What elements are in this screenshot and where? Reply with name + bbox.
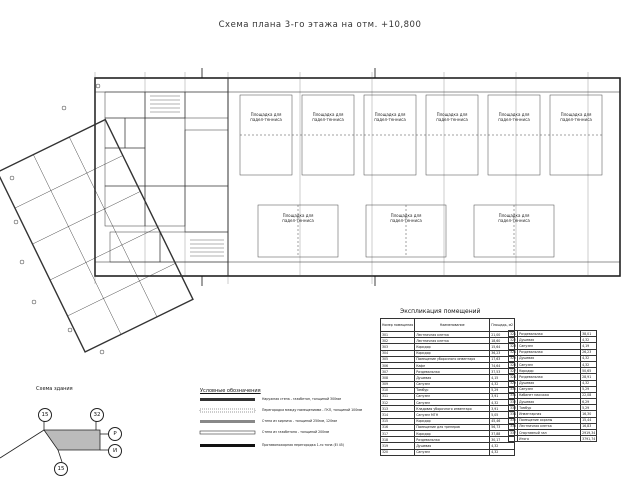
table-cell: 74,64 (490, 362, 515, 368)
table-cell: 318 (381, 437, 415, 443)
table-cell: Санузел (415, 393, 490, 399)
rotated-wing (0, 120, 193, 352)
table-cell: 38,01 (581, 331, 597, 337)
table-cell: 311 (381, 393, 415, 399)
axis-bubble: И (108, 444, 122, 458)
table-cell: 4,32 (490, 400, 515, 406)
table-cell: 316 (381, 424, 415, 430)
table-cell: 3791,74 (582, 436, 596, 441)
table-cell: Санузел (518, 343, 581, 349)
court-label: Площадка для падел-тенниса (436, 112, 468, 122)
table-cell: 15,64 (490, 344, 515, 350)
axis-bubble: Р (108, 427, 122, 441)
table-cell: 26,23 (581, 349, 597, 355)
axis-bubble: 32 (90, 408, 104, 422)
table-cell: 314 (381, 412, 415, 418)
table-cell: 22,08 (581, 392, 597, 398)
table-cell: 306 (381, 362, 415, 368)
table-cell: Санузел (415, 449, 490, 455)
explication-table-left (380, 318, 515, 456)
table-cell: 336 (510, 424, 517, 429)
table-cell: 302 (381, 338, 415, 344)
table-cell: Раздевальная (415, 369, 490, 375)
table-cell: Лестничная клетка (415, 332, 490, 338)
schema-title: Схема здания (36, 386, 73, 392)
column-header: Площадь, м2 (490, 319, 515, 332)
court-label: Площадка для падел-тенниса (498, 112, 530, 122)
table-cell: Душевая (415, 443, 490, 449)
table-cell: Санузел (518, 361, 581, 367)
table-cell: Коридор (415, 350, 490, 356)
table-cell: 4,32 (581, 361, 597, 367)
table-cell: 56,73 (490, 424, 515, 430)
table-cell: 4,19 (581, 343, 597, 349)
courts-top (240, 95, 602, 175)
table-cell: 4,15 (490, 375, 515, 381)
table-cell: 45,46 (490, 418, 515, 424)
table-cell: 321 (510, 331, 517, 336)
table-cell: 4,32 (490, 443, 515, 449)
building-outline (95, 78, 620, 276)
column-header: Наименование (415, 319, 490, 332)
table-cell: 4,32 (581, 380, 597, 386)
table-cell: 36,23 (490, 350, 515, 356)
court-label: Площадка для падел-тенниса (250, 112, 282, 122)
table-cell: 30,17 (490, 437, 515, 443)
table-cell: 324 (510, 350, 517, 355)
table-cell: 5,05 (490, 412, 515, 418)
legend-row: Перегородка между помещениями - ГКЛ, толщиной 100мм (262, 408, 363, 412)
table-cell: 323 (510, 343, 517, 348)
table-cell: 307 (381, 369, 415, 375)
table-cell: 16,83 (581, 423, 597, 429)
table-cell: 21,00 (490, 332, 515, 338)
court-label: Площадка для падел-тенниса (374, 112, 406, 122)
axis-ticks (10, 84, 104, 354)
explication-title: Экспликация помещений (400, 308, 481, 315)
table-cell: Душевая (415, 375, 490, 381)
table-cell: 326 (510, 362, 517, 367)
legend-swatches (200, 398, 255, 447)
table-cell: 308 (381, 375, 415, 381)
table-cell: 2919,34 (582, 430, 596, 435)
table-cell: Помещение для тренеров (415, 424, 490, 430)
table-cell: 3,91 (490, 406, 515, 412)
table-cell: 305 (381, 356, 415, 362)
table-cell: Инвентарная (518, 411, 581, 417)
table-cell: Раздевальная (415, 437, 490, 443)
table-cell: 334 (510, 412, 517, 417)
rooms-block (105, 92, 228, 262)
table-cell: Коридор (415, 418, 490, 424)
court-label: Площадка для падел-тенниса (282, 213, 314, 223)
column-grid (95, 72, 588, 284)
table-cell: 330 (510, 387, 517, 392)
legend-row: Наружная стена - газобетон, толщиной 300мм (262, 397, 341, 401)
table-cell: Лестничная клетка (415, 338, 490, 344)
table-cell: 312 (381, 400, 415, 406)
court-label: Площадка для падел-тенниса (390, 213, 422, 223)
table-cell: Кладовая уборочного инвентаря (415, 406, 490, 412)
table-cell: 327 (510, 368, 517, 373)
table-cell: 3,91 (490, 393, 515, 399)
table-cell: Санузел (518, 386, 581, 392)
table-cell: 333 (510, 405, 517, 410)
table-cell: Кабинет массажа (518, 392, 581, 398)
table-cell: 332 (510, 399, 517, 404)
axis-bubble: 15 (54, 462, 68, 476)
table-cell: Санузел МГН (415, 412, 490, 418)
court-label: Площадка для падел-тенниса (560, 112, 592, 122)
table-cell: 37,53 (490, 369, 515, 375)
table-cell: 18,60 (490, 338, 515, 344)
axis-bubble: 15 (38, 408, 52, 422)
table-cell: Раздевальная (518, 349, 581, 355)
explication-table-right (508, 330, 597, 442)
table-cell: 309 (381, 381, 415, 387)
table-cell: 325 (510, 356, 517, 361)
table-cell (509, 436, 518, 442)
table-cell: Спортивный зал (518, 430, 581, 436)
table-cell: Раздевальная (518, 374, 581, 380)
table-cell: 4,32 (581, 355, 597, 361)
table-cell: 16,30 (581, 411, 597, 417)
table-cell: Помещение охраны (518, 417, 581, 423)
table-cell: 329 (510, 381, 517, 386)
court-label: Площадка для падел-тенниса (498, 213, 530, 223)
table-cell: 335 (510, 418, 517, 423)
table-cell: 28,91 (581, 374, 597, 380)
table-cell: 5,29 (581, 386, 597, 392)
table-cell: 15,44 (581, 417, 597, 423)
table-cell: 319 (381, 443, 415, 449)
table-cell: 322 (510, 337, 517, 342)
table-cell: 304 (381, 350, 415, 356)
table-cell: 301 (381, 332, 415, 338)
table-cell: 17,63 (490, 356, 515, 362)
table-cell: 313 (381, 406, 415, 412)
column-header: Номер помещения (381, 319, 415, 332)
legend-row: Стена из газобетона - толщиной 200мм (262, 430, 330, 434)
table-cell: 328 (510, 374, 517, 379)
legend-title: Условные обозначения (200, 388, 261, 394)
table-cell: Раздевальная (518, 331, 581, 337)
table-cell: 4,32 (490, 381, 515, 387)
table-cell: Тамбур (415, 387, 490, 393)
table-cell: 303 (381, 344, 415, 350)
table-cell: 6,29 (581, 399, 597, 405)
table-cell: Коридор (415, 431, 490, 437)
table-cell: 317 (381, 431, 415, 437)
table-cell: Помещение уборочного инвентаря (415, 356, 490, 362)
table-cell: 5,29 (490, 387, 515, 393)
table-cell: 331 (510, 393, 517, 398)
table-row (509, 436, 597, 442)
page-title: Схема плана 3-го этажа на отм. +10,800 (218, 20, 422, 30)
table-cell: 4,32 (490, 449, 515, 455)
table-cell: Душевая (518, 399, 581, 405)
table-cell: 50,65 (581, 368, 597, 374)
table-cell: Санузел (415, 381, 490, 387)
table-cell: 37,88 (490, 431, 515, 437)
table-cell: Санузел (415, 400, 490, 406)
table-cell: Душевая (518, 337, 581, 343)
table-cell: Коридор (518, 368, 581, 374)
table-cell: Душевая (518, 355, 581, 361)
table-cell: Коридор (415, 344, 490, 350)
schema-diagram (0, 420, 110, 462)
table-cell: Душевая (518, 380, 581, 386)
court-label: Площадка для падел-тенниса (312, 112, 344, 122)
table-cell: Кафе (415, 362, 490, 368)
table-cell: Лестничная клетка (518, 423, 581, 429)
table-cell: 320 (381, 449, 415, 455)
table-row (381, 449, 515, 455)
table-cell: Итого (518, 436, 581, 442)
table-cell: 4,32 (581, 337, 597, 343)
table-cell: Тамбур (518, 405, 581, 411)
table-cell: 5,29 (581, 405, 597, 411)
table-cell: 315 (381, 418, 415, 424)
table-cell: 337 (510, 430, 517, 435)
legend-row: Противопожарная перегородка 1-го типа (EI 45) (262, 443, 345, 447)
legend-row: Стена из кирпича - толщиной 250мм, 120мм (262, 419, 337, 423)
table-cell: 310 (381, 387, 415, 393)
